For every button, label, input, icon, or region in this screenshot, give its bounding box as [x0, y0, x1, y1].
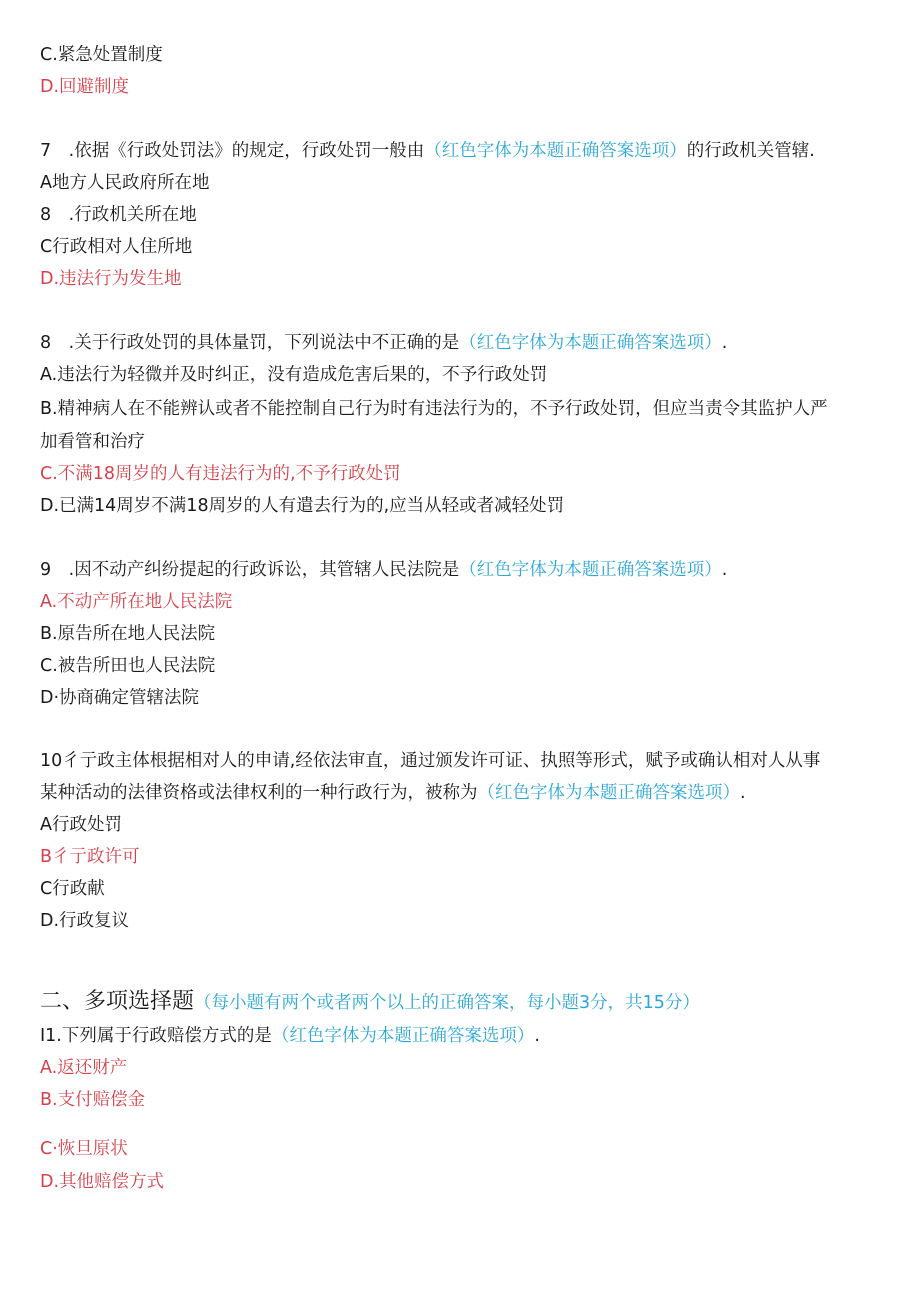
q6-option-d-answer: D.回避制度 [40, 77, 130, 97]
q6-option-c: C.紧急处置制度 [40, 45, 163, 65]
q7-option-b: 8 .行政机关所在地 [40, 205, 197, 225]
q9-answer-hint: （红色字体为本题正确答案选项） [459, 560, 722, 580]
q7-option-d-answer: D.违法行为发生地 [40, 269, 182, 289]
q11-option-b-answer: B.支付赔偿金 [40, 1090, 146, 1110]
q10-stem-line1: 10彳亍政主体根据相对人的申请,经依法审直，通过颁发许可证、执照等形式，赋予或确认相对人从事 [40, 751, 821, 771]
section-heading [40, 988, 700, 1017]
q11-answer-hint: （红色字体为本题正确答案选项） [271, 1026, 535, 1046]
q8-stem [40, 331, 727, 355]
q7-stem-prefix: 7 .依据《行政处罚法》的规定，行政处罚一般由 [40, 141, 425, 161]
q10-answer-hint: （红色字体为本题正确答案选项） [477, 783, 740, 803]
q9-stem-prefix: 9 .因不动产纠纷提起的行政诉讼，其管辖人民法院是 [40, 560, 460, 580]
q9-option-b: B.原告所在地人民法院 [40, 624, 216, 644]
q11-stem [40, 1024, 540, 1048]
q8-option-c-answer: C.不满18周岁的人有违法行为的,不予行政处罚 [40, 464, 401, 484]
q7-option-a: A地方人民政府所在地 [40, 173, 210, 193]
q10-stem-suffix: . [740, 783, 746, 803]
q8-option-b-line2: 加看管和治疗 [40, 432, 145, 452]
q11-stem-suffix: . [534, 1026, 540, 1046]
q11-option-d-answer: D.其他赔偿方式 [40, 1172, 165, 1192]
q8-option-b-line1: B.精神病人在不能辨认或者不能控制自己行为时有违法行为的，不予行政处罚，但应当责令其监护人严 [40, 399, 828, 419]
q9-stem-suffix: . [721, 560, 728, 580]
q8-answer-hint: （红色字体为本题正确答案选项） [459, 333, 722, 353]
q10-option-d: D.行政复议 [40, 911, 130, 931]
q11-stem-prefix: I1.下列属于行政赔偿方式的是 [40, 1026, 272, 1046]
q10-option-a: A行政处罚 [40, 815, 122, 835]
q10-stem-prefix: 某种活动的法律资格或法律权利的一种行政行为，被称为 [40, 783, 478, 803]
q10-option-c: C行政献 [40, 879, 105, 899]
q8-stem-suffix: . [721, 333, 728, 353]
q7-option-c: C行政相对人住所地 [40, 237, 193, 257]
q9-option-c: C.被告所田也人民法院 [40, 656, 216, 676]
q7-answer-hint: （红色字体为本题正确答案选项） [424, 141, 687, 161]
q8-stem-prefix: 8 .关于行政处罚的具体量罚，下列说法中不正确的是 [40, 333, 460, 353]
q11-option-c-answer: C·恢旦原状 [40, 1139, 128, 1159]
q9-option-a-answer: A.不动产所在地人民法院 [40, 592, 233, 612]
q10-stem-line2 [40, 781, 746, 805]
section-title: 二、多项选择题 [40, 989, 195, 1014]
q8-option-d: D.已满14周岁不满18周岁的人有遣去行为的,应当从轻或者减轻处罚 [40, 496, 565, 516]
q9-option-d: D·协商确定管辖法院 [40, 688, 200, 708]
q7-stem [40, 139, 815, 163]
q10-option-b-answer: B彳亍政许可 [40, 847, 140, 867]
q11-option-a-answer: A.返还财产 [40, 1058, 128, 1078]
q7-stem-suffix: 的行政机关管辖. [686, 141, 815, 161]
section-note: （每小题有两个或者两个以上的正确答案，每小题3分，共15分） [194, 993, 700, 1013]
q8-option-a: A.违法行为轻微并及时纠正，没有造成危害后果的，不予行政处罚 [40, 365, 548, 385]
q9-stem [40, 558, 727, 582]
